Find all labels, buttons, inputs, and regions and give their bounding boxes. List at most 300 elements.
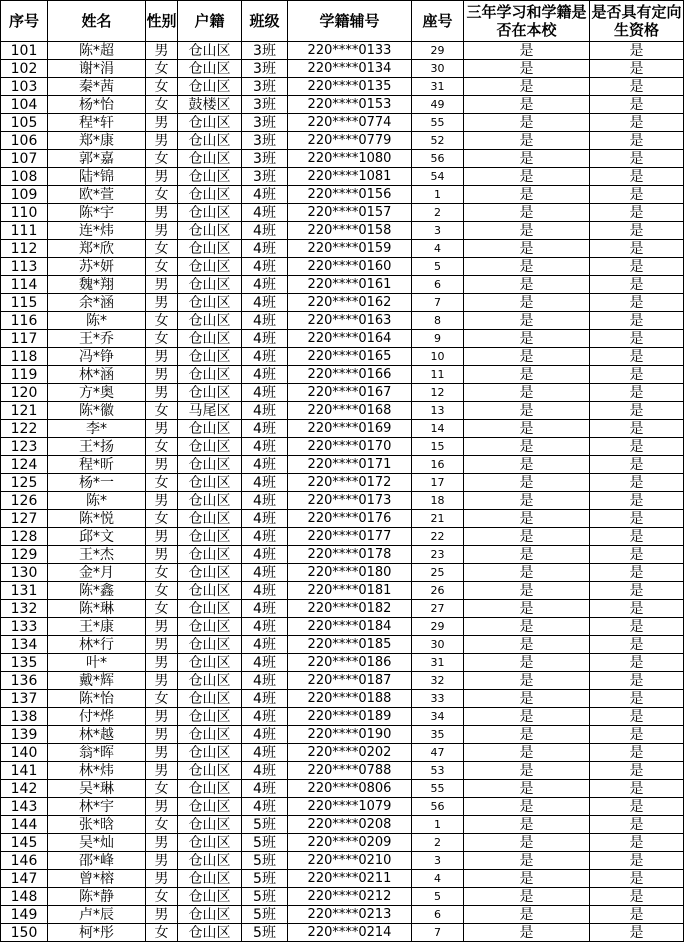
table-row bbox=[1, 852, 684, 870]
seq-cell: 121 bbox=[1, 402, 48, 420]
table-row bbox=[1, 330, 684, 348]
gender-cell: 女 bbox=[146, 402, 178, 420]
seat-cell: 55 bbox=[412, 114, 464, 132]
header-gender: 性别 bbox=[146, 1, 178, 42]
class-cell: 4班 bbox=[242, 492, 288, 510]
three-year-cell: 是 bbox=[464, 636, 590, 654]
seq-cell: 140 bbox=[1, 744, 48, 762]
three-year-cell: 是 bbox=[464, 204, 590, 222]
hukou-cell: 仓山区 bbox=[178, 420, 242, 438]
student-id-cell: 220****0169 bbox=[288, 420, 412, 438]
seat-cell: 6 bbox=[412, 276, 464, 294]
class-cell: 4班 bbox=[242, 474, 288, 492]
name-cell: 陈*静 bbox=[48, 888, 146, 906]
qualified-cell: 是 bbox=[590, 366, 684, 384]
table-row bbox=[1, 924, 684, 942]
student-id-cell: 220****0153 bbox=[288, 96, 412, 114]
gender-cell: 男 bbox=[146, 222, 178, 240]
seq-cell: 102 bbox=[1, 60, 48, 78]
class-cell: 4班 bbox=[242, 636, 288, 654]
student-id-cell: 220****0172 bbox=[288, 474, 412, 492]
table-row bbox=[1, 564, 684, 582]
gender-cell: 男 bbox=[146, 834, 178, 852]
class-cell: 4班 bbox=[242, 510, 288, 528]
qualified-cell: 是 bbox=[590, 636, 684, 654]
seq-cell: 101 bbox=[1, 42, 48, 60]
three-year-cell: 是 bbox=[464, 348, 590, 366]
seq-cell: 115 bbox=[1, 294, 48, 312]
name-cell: 翁*晖 bbox=[48, 744, 146, 762]
seq-cell: 138 bbox=[1, 708, 48, 726]
hukou-cell: 仓山区 bbox=[178, 294, 242, 312]
seq-cell: 150 bbox=[1, 924, 48, 942]
name-cell: 林*涵 bbox=[48, 366, 146, 384]
hukou-cell: 鼓楼区 bbox=[178, 96, 242, 114]
name-cell: 秦*茜 bbox=[48, 78, 146, 96]
seq-cell: 132 bbox=[1, 600, 48, 618]
student-id-cell: 220****0164 bbox=[288, 330, 412, 348]
seat-cell: 4 bbox=[412, 870, 464, 888]
hukou-cell: 仓山区 bbox=[178, 798, 242, 816]
qualified-cell: 是 bbox=[590, 222, 684, 240]
seq-cell: 107 bbox=[1, 150, 48, 168]
seq-cell: 143 bbox=[1, 798, 48, 816]
header-seq: 序号 bbox=[1, 1, 48, 42]
seat-cell: 3 bbox=[412, 852, 464, 870]
name-cell: 吴*琳 bbox=[48, 780, 146, 798]
gender-cell: 女 bbox=[146, 78, 178, 96]
qualified-cell: 是 bbox=[590, 78, 684, 96]
student-id-cell: 220****0214 bbox=[288, 924, 412, 942]
hukou-cell: 仓山区 bbox=[178, 870, 242, 888]
student-id-cell: 220****0170 bbox=[288, 438, 412, 456]
gender-cell: 女 bbox=[146, 510, 178, 528]
seq-cell: 130 bbox=[1, 564, 48, 582]
class-cell: 4班 bbox=[242, 564, 288, 582]
table-row bbox=[1, 384, 684, 402]
qualified-cell: 是 bbox=[590, 204, 684, 222]
seat-cell: 55 bbox=[412, 780, 464, 798]
class-cell: 4班 bbox=[242, 186, 288, 204]
seat-cell: 49 bbox=[412, 96, 464, 114]
name-cell: 方*奥 bbox=[48, 384, 146, 402]
gender-cell: 女 bbox=[146, 816, 178, 834]
seat-cell: 47 bbox=[412, 744, 464, 762]
hukou-cell: 仓山区 bbox=[178, 690, 242, 708]
student-id-cell: 220****0774 bbox=[288, 114, 412, 132]
seat-cell: 2 bbox=[412, 204, 464, 222]
student-id-cell: 220****0163 bbox=[288, 312, 412, 330]
class-cell: 4班 bbox=[242, 798, 288, 816]
seat-cell: 31 bbox=[412, 78, 464, 96]
hukou-cell: 仓山区 bbox=[178, 240, 242, 258]
gender-cell: 男 bbox=[146, 744, 178, 762]
three-year-cell: 是 bbox=[464, 672, 590, 690]
qualified-cell: 是 bbox=[590, 60, 684, 78]
class-cell: 4班 bbox=[242, 348, 288, 366]
seat-cell: 7 bbox=[412, 924, 464, 942]
hukou-cell: 仓山区 bbox=[178, 600, 242, 618]
hukou-cell: 马尾区 bbox=[178, 402, 242, 420]
name-cell: 王*扬 bbox=[48, 438, 146, 456]
hukou-cell: 仓山区 bbox=[178, 780, 242, 798]
gender-cell: 女 bbox=[146, 240, 178, 258]
qualified-cell: 是 bbox=[590, 150, 684, 168]
name-cell: 林*行 bbox=[48, 636, 146, 654]
qualified-cell: 是 bbox=[590, 114, 684, 132]
qualified-cell: 是 bbox=[590, 132, 684, 150]
seat-cell: 14 bbox=[412, 420, 464, 438]
table-row bbox=[1, 600, 684, 618]
table-row bbox=[1, 816, 684, 834]
gender-cell: 男 bbox=[146, 42, 178, 60]
qualified-cell: 是 bbox=[590, 186, 684, 204]
seq-cell: 105 bbox=[1, 114, 48, 132]
gender-cell: 女 bbox=[146, 600, 178, 618]
hukou-cell: 仓山区 bbox=[178, 456, 242, 474]
name-cell: 吴*灿 bbox=[48, 834, 146, 852]
gender-cell: 女 bbox=[146, 888, 178, 906]
student-id-cell: 220****0189 bbox=[288, 708, 412, 726]
class-cell: 5班 bbox=[242, 816, 288, 834]
gender-cell: 女 bbox=[146, 780, 178, 798]
gender-cell: 男 bbox=[146, 204, 178, 222]
gender-cell: 男 bbox=[146, 528, 178, 546]
table-row bbox=[1, 186, 684, 204]
class-cell: 3班 bbox=[242, 168, 288, 186]
hukou-cell: 仓山区 bbox=[178, 924, 242, 942]
gender-cell: 男 bbox=[146, 492, 178, 510]
gender-cell: 男 bbox=[146, 384, 178, 402]
class-cell: 4班 bbox=[242, 708, 288, 726]
seq-cell: 112 bbox=[1, 240, 48, 258]
name-cell: 陈*琳 bbox=[48, 600, 146, 618]
seat-cell: 34 bbox=[412, 708, 464, 726]
table-row bbox=[1, 132, 684, 150]
hukou-cell: 仓山区 bbox=[178, 78, 242, 96]
table-row bbox=[1, 906, 684, 924]
name-cell: 李* bbox=[48, 420, 146, 438]
hukou-cell: 仓山区 bbox=[178, 528, 242, 546]
three-year-cell: 是 bbox=[464, 834, 590, 852]
seq-cell: 103 bbox=[1, 78, 48, 96]
name-cell: 陈* bbox=[48, 312, 146, 330]
hukou-cell: 仓山区 bbox=[178, 546, 242, 564]
seat-cell: 21 bbox=[412, 510, 464, 528]
gender-cell: 女 bbox=[146, 258, 178, 276]
three-year-cell: 是 bbox=[464, 366, 590, 384]
seq-cell: 122 bbox=[1, 420, 48, 438]
seat-cell: 16 bbox=[412, 456, 464, 474]
class-cell: 4班 bbox=[242, 456, 288, 474]
hukou-cell: 仓山区 bbox=[178, 582, 242, 600]
hukou-cell: 仓山区 bbox=[178, 132, 242, 150]
hukou-cell: 仓山区 bbox=[178, 906, 242, 924]
three-year-cell: 是 bbox=[464, 402, 590, 420]
student-id-cell: 220****0157 bbox=[288, 204, 412, 222]
table-row bbox=[1, 762, 684, 780]
name-cell: 连*炜 bbox=[48, 222, 146, 240]
three-year-cell: 是 bbox=[464, 564, 590, 582]
seat-cell: 18 bbox=[412, 492, 464, 510]
three-year-cell: 是 bbox=[464, 312, 590, 330]
gender-cell: 男 bbox=[146, 276, 178, 294]
student-id-cell: 220****0158 bbox=[288, 222, 412, 240]
seat-cell: 26 bbox=[412, 582, 464, 600]
seat-cell: 22 bbox=[412, 528, 464, 546]
seq-cell: 147 bbox=[1, 870, 48, 888]
gender-cell: 女 bbox=[146, 582, 178, 600]
name-cell: 付*烨 bbox=[48, 708, 146, 726]
table-row bbox=[1, 672, 684, 690]
table-row bbox=[1, 240, 684, 258]
gender-cell: 男 bbox=[146, 852, 178, 870]
hukou-cell: 仓山区 bbox=[178, 672, 242, 690]
student-id-cell: 220****0162 bbox=[288, 294, 412, 312]
header-row bbox=[1, 1, 684, 42]
name-cell: 欧*萱 bbox=[48, 186, 146, 204]
seat-cell: 17 bbox=[412, 474, 464, 492]
student-id-cell: 220****0213 bbox=[288, 906, 412, 924]
name-cell: 郭*嘉 bbox=[48, 150, 146, 168]
qualified-cell: 是 bbox=[590, 618, 684, 636]
seat-cell: 12 bbox=[412, 384, 464, 402]
class-cell: 4班 bbox=[242, 672, 288, 690]
gender-cell: 男 bbox=[146, 762, 178, 780]
table-row bbox=[1, 150, 684, 168]
seat-cell: 11 bbox=[412, 366, 464, 384]
seq-cell: 108 bbox=[1, 168, 48, 186]
three-year-cell: 是 bbox=[464, 186, 590, 204]
three-year-cell: 是 bbox=[464, 258, 590, 276]
seq-cell: 149 bbox=[1, 906, 48, 924]
name-cell: 金*月 bbox=[48, 564, 146, 582]
student-id-cell: 220****0180 bbox=[288, 564, 412, 582]
header-three-year: 三年学习和学籍是否在本校 bbox=[464, 1, 590, 42]
gender-cell: 男 bbox=[146, 546, 178, 564]
three-year-cell: 是 bbox=[464, 816, 590, 834]
student-id-cell: 220****0779 bbox=[288, 132, 412, 150]
table-row bbox=[1, 96, 684, 114]
qualified-cell: 是 bbox=[590, 402, 684, 420]
hukou-cell: 仓山区 bbox=[178, 654, 242, 672]
name-cell: 林*宇 bbox=[48, 798, 146, 816]
gender-cell: 女 bbox=[146, 150, 178, 168]
student-id-cell: 220****0133 bbox=[288, 42, 412, 60]
gender-cell: 男 bbox=[146, 870, 178, 888]
table-row bbox=[1, 726, 684, 744]
three-year-cell: 是 bbox=[464, 60, 590, 78]
gender-cell: 女 bbox=[146, 330, 178, 348]
seat-cell: 9 bbox=[412, 330, 464, 348]
hukou-cell: 仓山区 bbox=[178, 762, 242, 780]
hukou-cell: 仓山区 bbox=[178, 330, 242, 348]
student-id-cell: 220****0210 bbox=[288, 852, 412, 870]
hukou-cell: 仓山区 bbox=[178, 384, 242, 402]
class-cell: 5班 bbox=[242, 924, 288, 942]
three-year-cell: 是 bbox=[464, 690, 590, 708]
qualified-cell: 是 bbox=[590, 780, 684, 798]
qualified-cell: 是 bbox=[590, 474, 684, 492]
seq-cell: 148 bbox=[1, 888, 48, 906]
seq-cell: 127 bbox=[1, 510, 48, 528]
class-cell: 4班 bbox=[242, 258, 288, 276]
student-id-cell: 220****0187 bbox=[288, 672, 412, 690]
seat-cell: 4 bbox=[412, 240, 464, 258]
three-year-cell: 是 bbox=[464, 420, 590, 438]
name-cell: 张*晗 bbox=[48, 816, 146, 834]
student-id-cell: 220****0159 bbox=[288, 240, 412, 258]
three-year-cell: 是 bbox=[464, 330, 590, 348]
hukou-cell: 仓山区 bbox=[178, 222, 242, 240]
hukou-cell: 仓山区 bbox=[178, 42, 242, 60]
hukou-cell: 仓山区 bbox=[178, 312, 242, 330]
qualified-cell: 是 bbox=[590, 384, 684, 402]
seq-cell: 110 bbox=[1, 204, 48, 222]
seq-cell: 111 bbox=[1, 222, 48, 240]
seat-cell: 56 bbox=[412, 798, 464, 816]
hukou-cell: 仓山区 bbox=[178, 258, 242, 276]
table-row bbox=[1, 474, 684, 492]
name-cell: 柯*彤 bbox=[48, 924, 146, 942]
hukou-cell: 仓山区 bbox=[178, 510, 242, 528]
name-cell: 陈*怡 bbox=[48, 690, 146, 708]
three-year-cell: 是 bbox=[464, 708, 590, 726]
three-year-cell: 是 bbox=[464, 384, 590, 402]
three-year-cell: 是 bbox=[464, 852, 590, 870]
gender-cell: 女 bbox=[146, 438, 178, 456]
gender-cell: 女 bbox=[146, 690, 178, 708]
three-year-cell: 是 bbox=[464, 510, 590, 528]
seat-cell: 3 bbox=[412, 222, 464, 240]
hukou-cell: 仓山区 bbox=[178, 114, 242, 132]
hukou-cell: 仓山区 bbox=[178, 834, 242, 852]
hukou-cell: 仓山区 bbox=[178, 816, 242, 834]
class-cell: 4班 bbox=[242, 384, 288, 402]
name-cell: 杨*怡 bbox=[48, 96, 146, 114]
name-cell: 卢*辰 bbox=[48, 906, 146, 924]
name-cell: 郑*欣 bbox=[48, 240, 146, 258]
qualified-cell: 是 bbox=[590, 600, 684, 618]
gender-cell: 男 bbox=[146, 636, 178, 654]
qualified-cell: 是 bbox=[590, 582, 684, 600]
student-id-cell: 220****0806 bbox=[288, 780, 412, 798]
qualified-cell: 是 bbox=[590, 168, 684, 186]
gender-cell: 女 bbox=[146, 96, 178, 114]
three-year-cell: 是 bbox=[464, 654, 590, 672]
seq-cell: 144 bbox=[1, 816, 48, 834]
name-cell: 魏*翔 bbox=[48, 276, 146, 294]
student-id-cell: 220****0177 bbox=[288, 528, 412, 546]
three-year-cell: 是 bbox=[464, 546, 590, 564]
header-student-id: 学籍辅号 bbox=[288, 1, 412, 42]
table-row bbox=[1, 582, 684, 600]
hukou-cell: 仓山区 bbox=[178, 186, 242, 204]
student-id-cell: 220****1080 bbox=[288, 150, 412, 168]
table-row bbox=[1, 366, 684, 384]
qualified-cell: 是 bbox=[590, 456, 684, 474]
student-id-cell: 220****0173 bbox=[288, 492, 412, 510]
student-id-cell: 220****1081 bbox=[288, 168, 412, 186]
hukou-cell: 仓山区 bbox=[178, 438, 242, 456]
class-cell: 4班 bbox=[242, 402, 288, 420]
class-cell: 3班 bbox=[242, 60, 288, 78]
qualified-cell: 是 bbox=[590, 438, 684, 456]
student-id-cell: 220****0166 bbox=[288, 366, 412, 384]
student-id-cell: 220****0135 bbox=[288, 78, 412, 96]
table-row bbox=[1, 798, 684, 816]
name-cell: 戴*辉 bbox=[48, 672, 146, 690]
name-cell: 陈*超 bbox=[48, 42, 146, 60]
gender-cell: 男 bbox=[146, 618, 178, 636]
seq-cell: 131 bbox=[1, 582, 48, 600]
three-year-cell: 是 bbox=[464, 78, 590, 96]
table-row bbox=[1, 492, 684, 510]
seat-cell: 10 bbox=[412, 348, 464, 366]
gender-cell: 男 bbox=[146, 708, 178, 726]
qualified-cell: 是 bbox=[590, 564, 684, 582]
student-id-cell: 220****0186 bbox=[288, 654, 412, 672]
class-cell: 5班 bbox=[242, 870, 288, 888]
header-seat: 座号 bbox=[412, 1, 464, 42]
table-row bbox=[1, 204, 684, 222]
qualified-cell: 是 bbox=[590, 888, 684, 906]
three-year-cell: 是 bbox=[464, 888, 590, 906]
name-cell: 郑*康 bbox=[48, 132, 146, 150]
name-cell: 邵*峰 bbox=[48, 852, 146, 870]
class-cell: 3班 bbox=[242, 150, 288, 168]
class-cell: 4班 bbox=[242, 780, 288, 798]
qualified-cell: 是 bbox=[590, 510, 684, 528]
seat-cell: 56 bbox=[412, 150, 464, 168]
student-id-cell: 220****0188 bbox=[288, 690, 412, 708]
gender-cell: 男 bbox=[146, 798, 178, 816]
seat-cell: 2 bbox=[412, 834, 464, 852]
table-body bbox=[1, 42, 684, 942]
name-cell: 曾*榕 bbox=[48, 870, 146, 888]
three-year-cell: 是 bbox=[464, 456, 590, 474]
seq-cell: 128 bbox=[1, 528, 48, 546]
class-cell: 4班 bbox=[242, 690, 288, 708]
name-cell: 王*康 bbox=[48, 618, 146, 636]
qualified-cell: 是 bbox=[590, 330, 684, 348]
class-cell: 4班 bbox=[242, 654, 288, 672]
header-name: 姓名 bbox=[48, 1, 146, 42]
qualified-cell: 是 bbox=[590, 348, 684, 366]
table-row bbox=[1, 258, 684, 276]
seat-cell: 30 bbox=[412, 636, 464, 654]
student-id-cell: 220****0160 bbox=[288, 258, 412, 276]
seat-cell: 54 bbox=[412, 168, 464, 186]
name-cell: 陆*锦 bbox=[48, 168, 146, 186]
student-id-cell: 220****0134 bbox=[288, 60, 412, 78]
student-id-cell: 220****0212 bbox=[288, 888, 412, 906]
gender-cell: 女 bbox=[146, 924, 178, 942]
seq-cell: 123 bbox=[1, 438, 48, 456]
three-year-cell: 是 bbox=[464, 780, 590, 798]
hukou-cell: 仓山区 bbox=[178, 204, 242, 222]
hukou-cell: 仓山区 bbox=[178, 168, 242, 186]
student-id-cell: 220****0208 bbox=[288, 816, 412, 834]
seq-cell: 104 bbox=[1, 96, 48, 114]
qualified-cell: 是 bbox=[590, 834, 684, 852]
name-cell: 陈*宇 bbox=[48, 204, 146, 222]
table-row bbox=[1, 276, 684, 294]
seat-cell: 25 bbox=[412, 564, 464, 582]
name-cell: 陈*鑫 bbox=[48, 582, 146, 600]
hukou-cell: 仓山区 bbox=[178, 852, 242, 870]
gender-cell: 男 bbox=[146, 906, 178, 924]
